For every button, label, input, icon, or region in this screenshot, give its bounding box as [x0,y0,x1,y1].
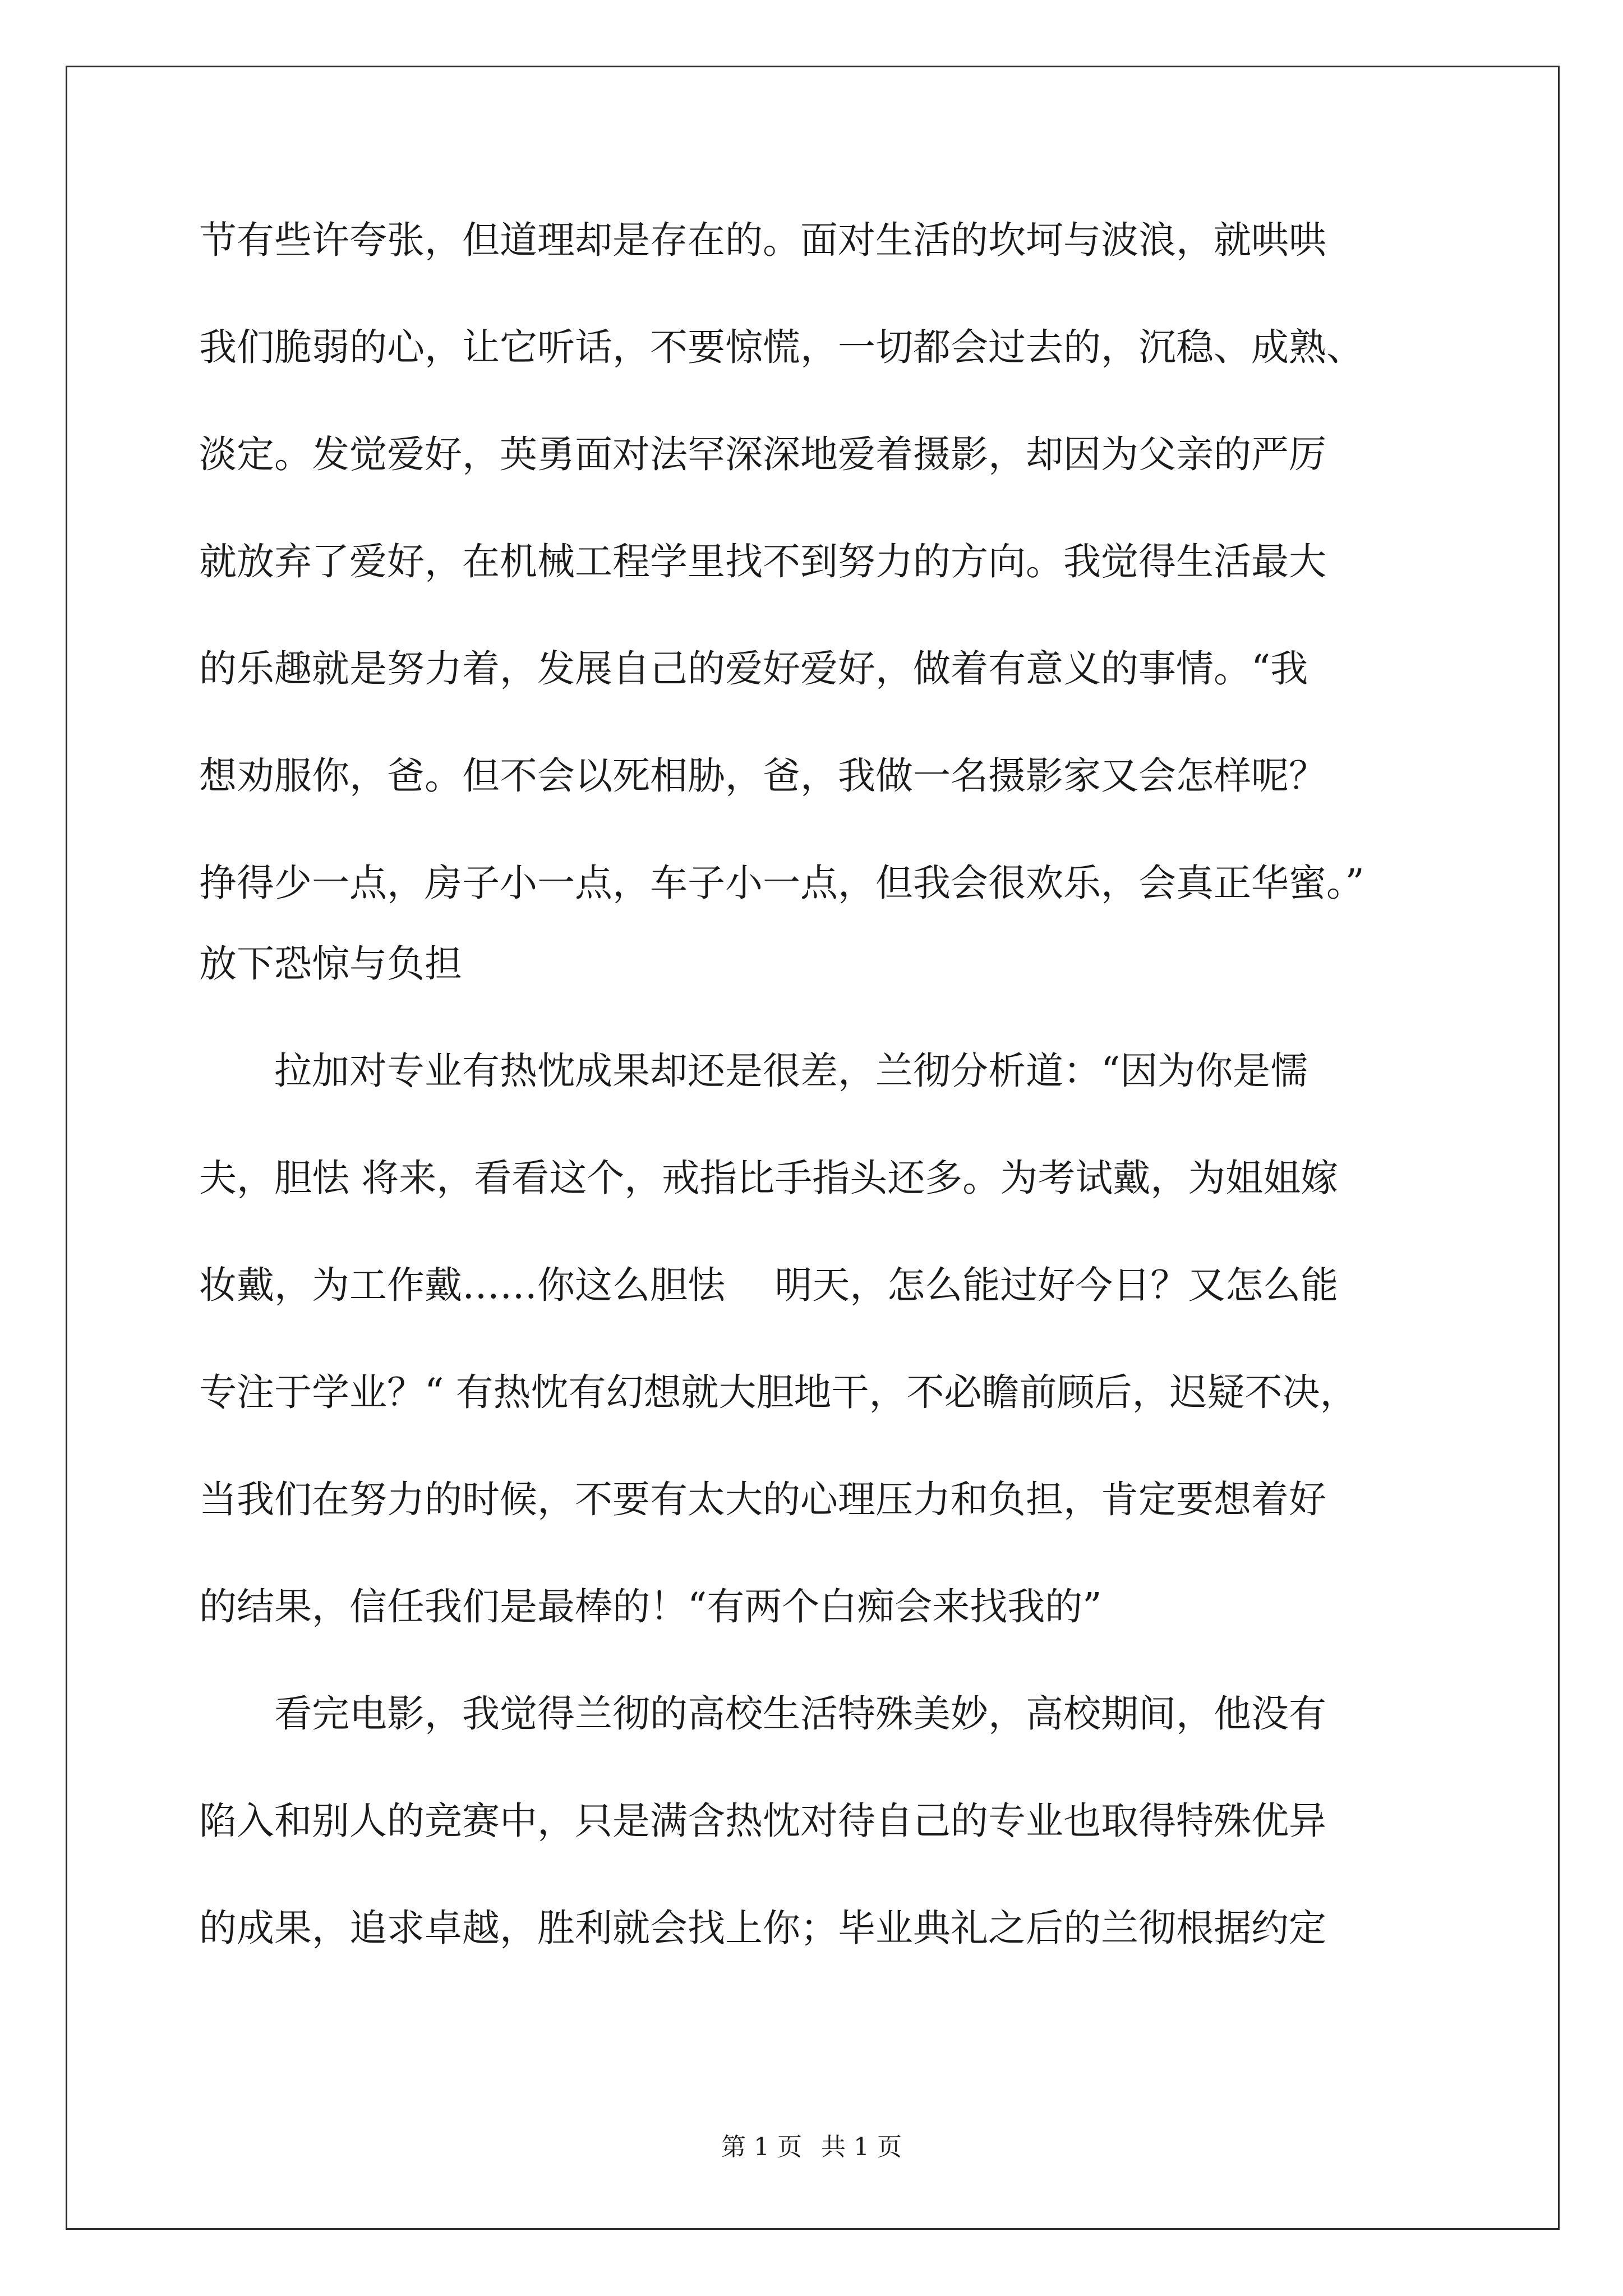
page-number: 第 1 页 [721,2133,802,2161]
text-line: 的结果，信任我们是最棒的！“有两个白痴会来找我的” [199,1585,1102,1628]
text-line: 夫，胆怯 将来，看看这个，戒指比手指头还多。为考试戴，为姐姐嫁 [199,1156,1339,1200]
text-line: 挣得少一点，房子小一点，车子小一点，但我会很欢乐，会真正华蜜。” [199,861,1364,905]
text-line: 当我们在努力的时候，不要有太大的心理压力和负担，肯定要想着好 [199,1478,1326,1521]
text-line: 专注于学业？“ 有热忱有幻想就大胆地干，不必瞻前顾后，迟疑不决， [199,1370,1358,1414]
text-line: 的成果，追求卓越，胜利就会找上你；毕业典礼之后的兰彻根据约定 [199,1906,1326,1950]
text-line: 陷入和别人的竞赛中，只是满含热忱对待自己的专业也取得特殊优异 [199,1799,1326,1843]
page-total: 共 1 页 [821,2133,902,2161]
text-line: 看完电影，我觉得兰彻的高校生活特殊美妙，高校期间，他没有 [274,1692,1326,1736]
text-line: 节有些许夸张，但道理却是存在的。面对生活的坎坷与波浪，就哄哄 [199,218,1326,262]
page-footer [0,2131,1623,2164]
text-line: 就放弃了爱好，在机械工程学里找不到努力的方向。我觉得生活最大 [199,540,1326,583]
text-line: 的乐趣就是努力着，发展自己的爱好爱好，做着有意义的事情。“我 [199,647,1308,691]
text-line: 淡定。发觉爱好，英勇面对法罕深深地爱着摄影，却因为父亲的严厉 [199,432,1326,476]
text-line: 想劝服你，爸。但不会以死相胁，爸，我做一名摄影家又会怎样呢？ [199,754,1326,798]
section-heading: 放下恐惊与负担 [199,942,462,986]
text-line: 拉加对专业有热忱成果却还是很差，兰彻分析道：“因为你是懦 [274,1049,1308,1093]
text-line: 妆戴，为工作戴……你这么胆怯 明天，怎么能过好今日？又怎么能 [199,1263,1339,1307]
text-line: 我们脆弱的心，让它听话，不要惊慌，一切都会过去的，沉稳、成熟、 [199,325,1364,369]
